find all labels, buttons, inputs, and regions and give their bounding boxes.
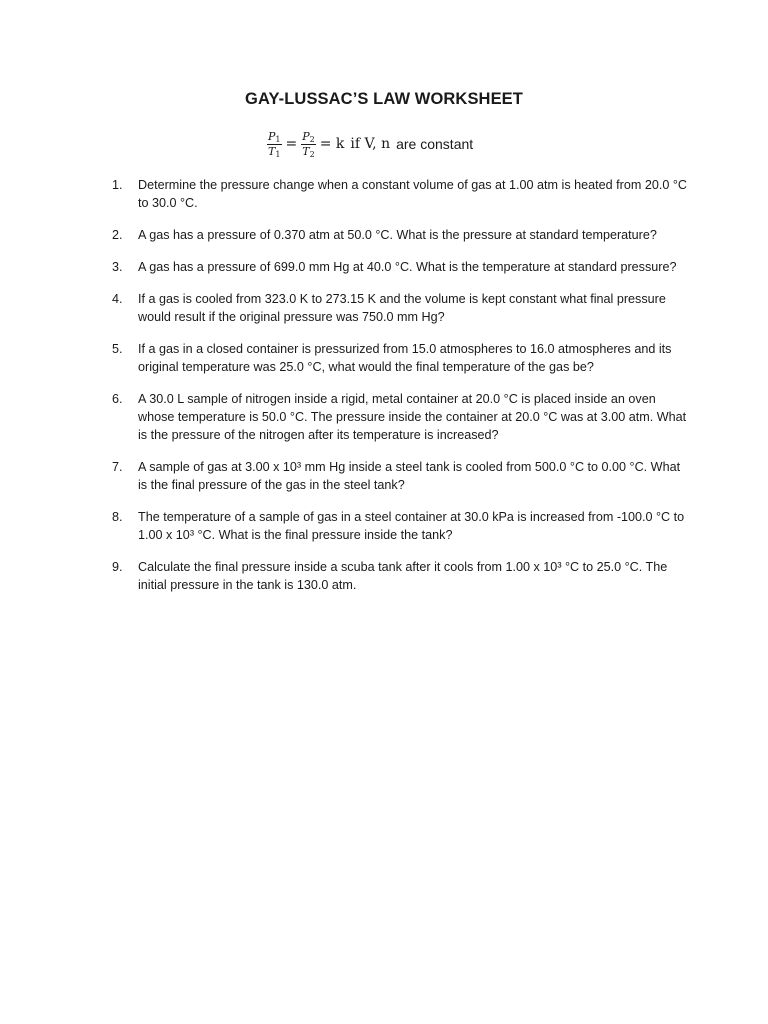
fraction-p1-t1 [267,131,282,157]
p2-subscript: 2 [309,134,315,144]
question-number: 5. [112,342,123,356]
question-item [112,390,688,444]
question-item [112,558,688,594]
question-text: A gas has a pressure of 0.370 atm at 50.0 °C. What is the pressure at standard temperature? [138,228,657,242]
question-item [112,176,688,212]
question-item [112,508,688,544]
question-text: A gas has a pressure of 699.0 mm Hg at 40.0 °C. What is the temperature at standard pressure? [138,260,677,274]
page-title: GAY-LUSSAC’S LAW WORKSHEET [245,90,523,108]
equals-k: = k [319,136,345,152]
t1-symbol: T [268,144,276,158]
denominator-t2 [301,145,315,158]
question-number: 2. [112,228,123,242]
question-number: 4. [112,292,123,306]
p1-subscript: 1 [275,134,281,144]
p1-symbol: P [268,129,276,143]
question-item [112,226,688,244]
question-number: 6. [112,392,123,406]
question-text: A sample of gas at 3.00 x 10³ mm Hg inside a steel tank is cooled from 500.0 °C to 0.00 °C. What is the final pressure of the gas in the steel tank? [138,460,681,492]
question-list [112,176,688,608]
question-text: Determine the pressure change when a constant volume of gas at 1.00 atm is heated from 20.0 °C to 30.0 °C. [138,178,687,210]
t2-subscript: 2 [309,149,315,159]
equals-sign: = [285,136,298,152]
if-variables: if V, n [350,136,391,152]
question-item [112,458,688,494]
question-text: The temperature of a sample of gas in a steel container at 30.0 kPa is increased from -100.0 °C to 1.00 x 10³ °C. What is the final pressure inside the tank? [138,510,685,542]
question-number: 1. [112,178,123,192]
question-item [112,258,688,276]
formula-condition: are constant [396,136,474,152]
fraction-p2-t2 [301,131,316,157]
numerator-p1 [267,131,282,145]
question-number: 3. [112,260,123,274]
question-number: 9. [112,560,123,574]
question-number: 7. [112,460,123,474]
question-text: Calculate the final pressure inside a scuba tank after it cools from 1.00 x 10³ °C to 25.0 °C. The initial pressure in the tank is 130.0 atm. [138,560,668,592]
gay-lussac-formula [266,126,473,162]
question-text: A 30.0 L sample of nitrogen inside a rigid, metal container at 20.0 °C is placed inside an oven whose temperature is 50.0 °C. The pressure inside the container at 20.0 °C was at 3.00 atm. What is the pressure of the nitrogen after its temperature is increased? [138,392,687,442]
question-number: 8. [112,510,123,524]
question-item [112,340,688,376]
numerator-p2 [301,131,316,145]
question-text: If a gas in a closed container is pressurized from 15.0 atmospheres to 16.0 atmospheres and its original temperature was 25.0 °C, what would the final temperature of the gas be? [138,342,672,374]
t1-subscript: 1 [275,149,281,159]
denominator-t1 [267,145,281,158]
p2-symbol: P [302,129,310,143]
question-text: If a gas is cooled from 323.0 K to 273.15 K and the volume is kept constant what final pressure would result if the original pressure was 750.0 mm Hg? [138,292,666,324]
question-item [112,290,688,326]
t2-symbol: T [302,144,310,158]
